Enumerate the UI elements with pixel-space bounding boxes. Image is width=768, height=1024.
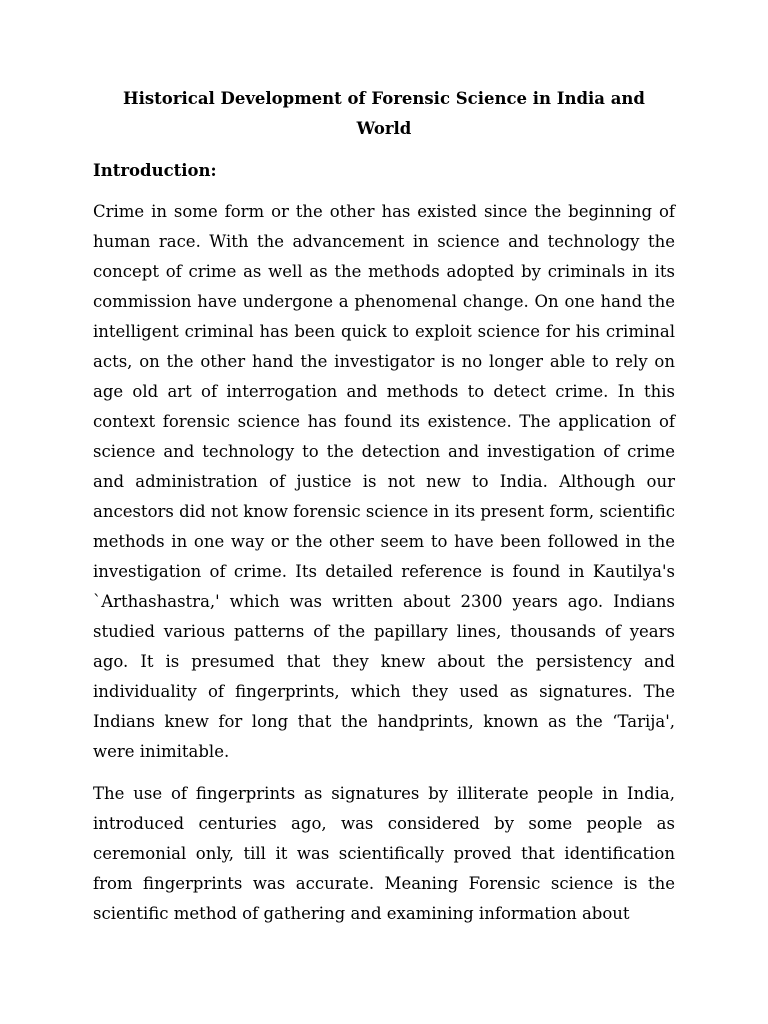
document-title: Historical Development of Forensic Science in India and World <box>123 89 645 138</box>
document-page <box>93 0 675 929</box>
paragraph-1: Crime in some form or the other has existed since the beginning of human race. With the advancement in science and technology the concept of crime as well as the methods adopted by criminals in its commission have undergone a phenomenal change. On one hand the intelligent criminal has been quick to exploit science for his criminal acts, on the other hand the investigator is no longer able to rely on age old art of interrogation and methods to detect crime. In this context forensic science has found its existence. The application of science and technology to the detection and investigation of crime and administration of justice is not new to India. Although our ancestors did not know forensic science in its present form, scientific methods in one way or the other seem to have been followed in the investigation of crime. Its detailed reference is found in Kautilya's `Arthashastra,' which was written about 2300 years ago. Indians studied various patterns of the papillary lines, thousands of years ago. It is presumed that they knew about the persistency and individuality of fingerprints, which they used as signatures. The Indians knew for long that the handprints, known as the ‘Tarija', were inimitable. <box>93 202 675 761</box>
section-heading-introduction: Introduction: <box>93 161 217 180</box>
paragraph-2: The use of fingerprints as signatures by illiterate people in India, introduced centuries ago, was considered by some people as ceremonial only, till it was scientifically proved that identification from fingerprints was accurate. Meaning Forensic science is the scientific method of gathering and examining information about <box>93 784 675 923</box>
